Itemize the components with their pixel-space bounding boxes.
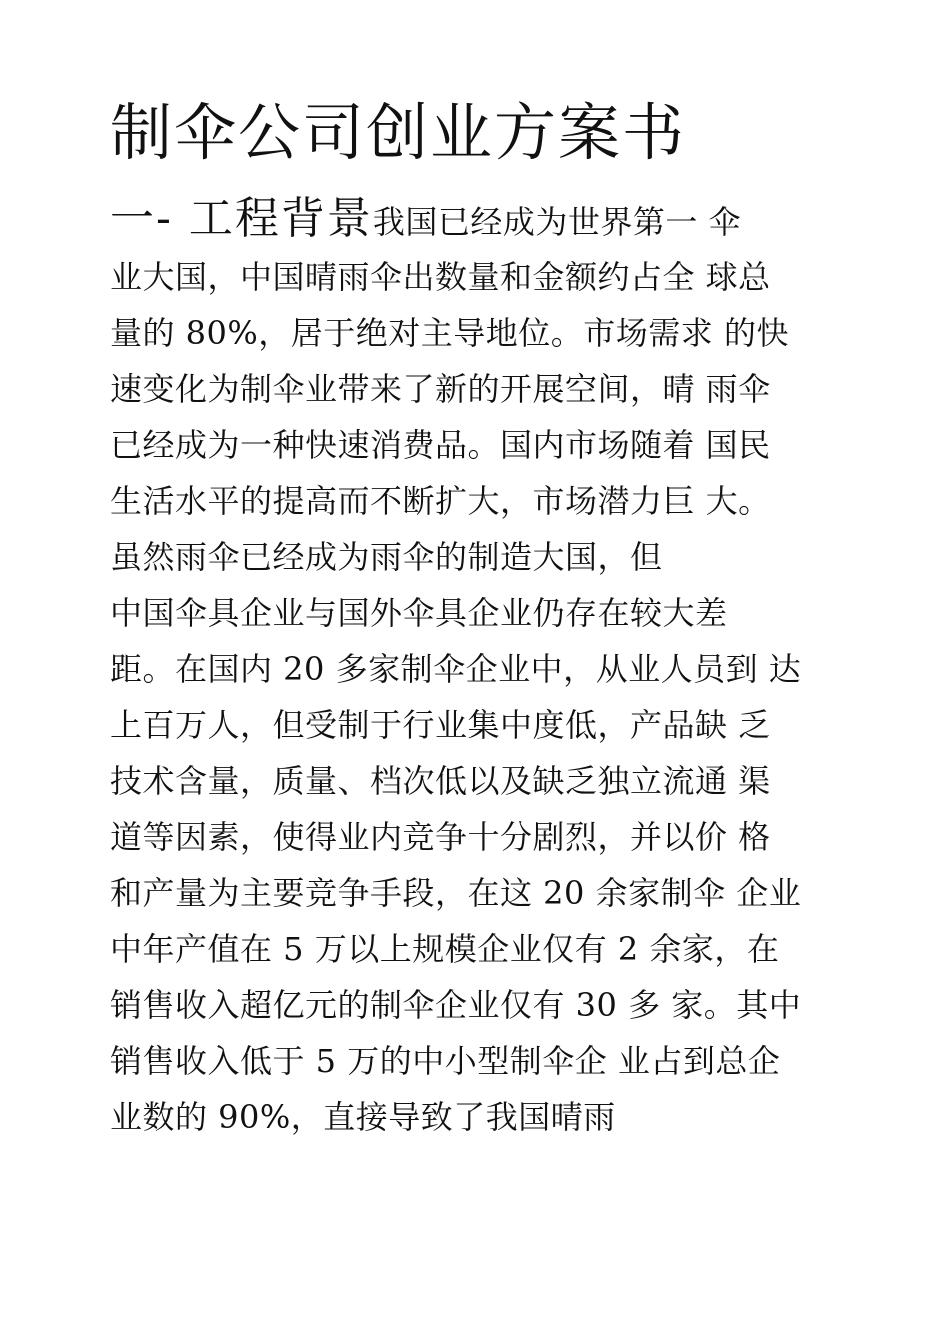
paragraph-line: 虽然雨伞已经成为雨伞的制造大国，但	[110, 538, 663, 576]
paragraph-line: 量的 80%，居于绝对主导地位。市场需求 的快	[110, 314, 789, 352]
paragraph-line: 业数的 90%，直接导致了我国晴雨	[110, 1098, 616, 1136]
document-page	[110, 95, 850, 1145]
paragraph-line: 速变化为制伞业带来了新的开展空间，晴 雨伞	[110, 370, 771, 408]
paragraph-line: 生活水平的提高而不断扩大，市场潜力巨 大。	[110, 482, 771, 520]
paragraph-line: 已经成为一种快速消费品。国内市场随着 国民	[110, 426, 771, 464]
paragraph-line: 业大国，中国晴雨伞出数量和金额约占全 球总	[110, 258, 771, 296]
section-heading: 一- 工程背景	[110, 193, 373, 244]
document-title: 制伞公司创业方案书	[110, 96, 687, 169]
paragraph-line: 上百万人，但受制于行业集中度低，产品缺 乏	[110, 706, 771, 744]
paragraph-line: 中国伞具企业与国外伞具企业仍存在较大差	[110, 594, 728, 632]
paragraph-line: 道等因素，使得业内竞争十分剧烈，并以价 格	[110, 818, 771, 856]
paragraph-line: 和产量为主要竞争手段，在这 20 余家制伞 企业	[110, 874, 802, 912]
paragraph-line: 中年产值在 5 万以上规模企业仅有 2 余家，在	[110, 930, 780, 968]
paragraph-line: 销售收入低于 5 万的中小型制伞企 业占到总企	[110, 1042, 781, 1080]
paragraph-line: 销售收入超亿元的制伞企业仅有 30 多 家。其中	[110, 986, 802, 1024]
paragraph-first-line	[110, 189, 850, 249]
paragraph-line: 我国已经成为世界第一 伞	[372, 203, 742, 241]
document-body	[110, 189, 850, 1145]
paragraph-line: 技术含量，质量、档次低以及缺乏独立流通 渠	[110, 762, 771, 800]
paragraph-line: 距。在国内 20 多家制伞企业中，从业人员到 达	[110, 650, 802, 688]
